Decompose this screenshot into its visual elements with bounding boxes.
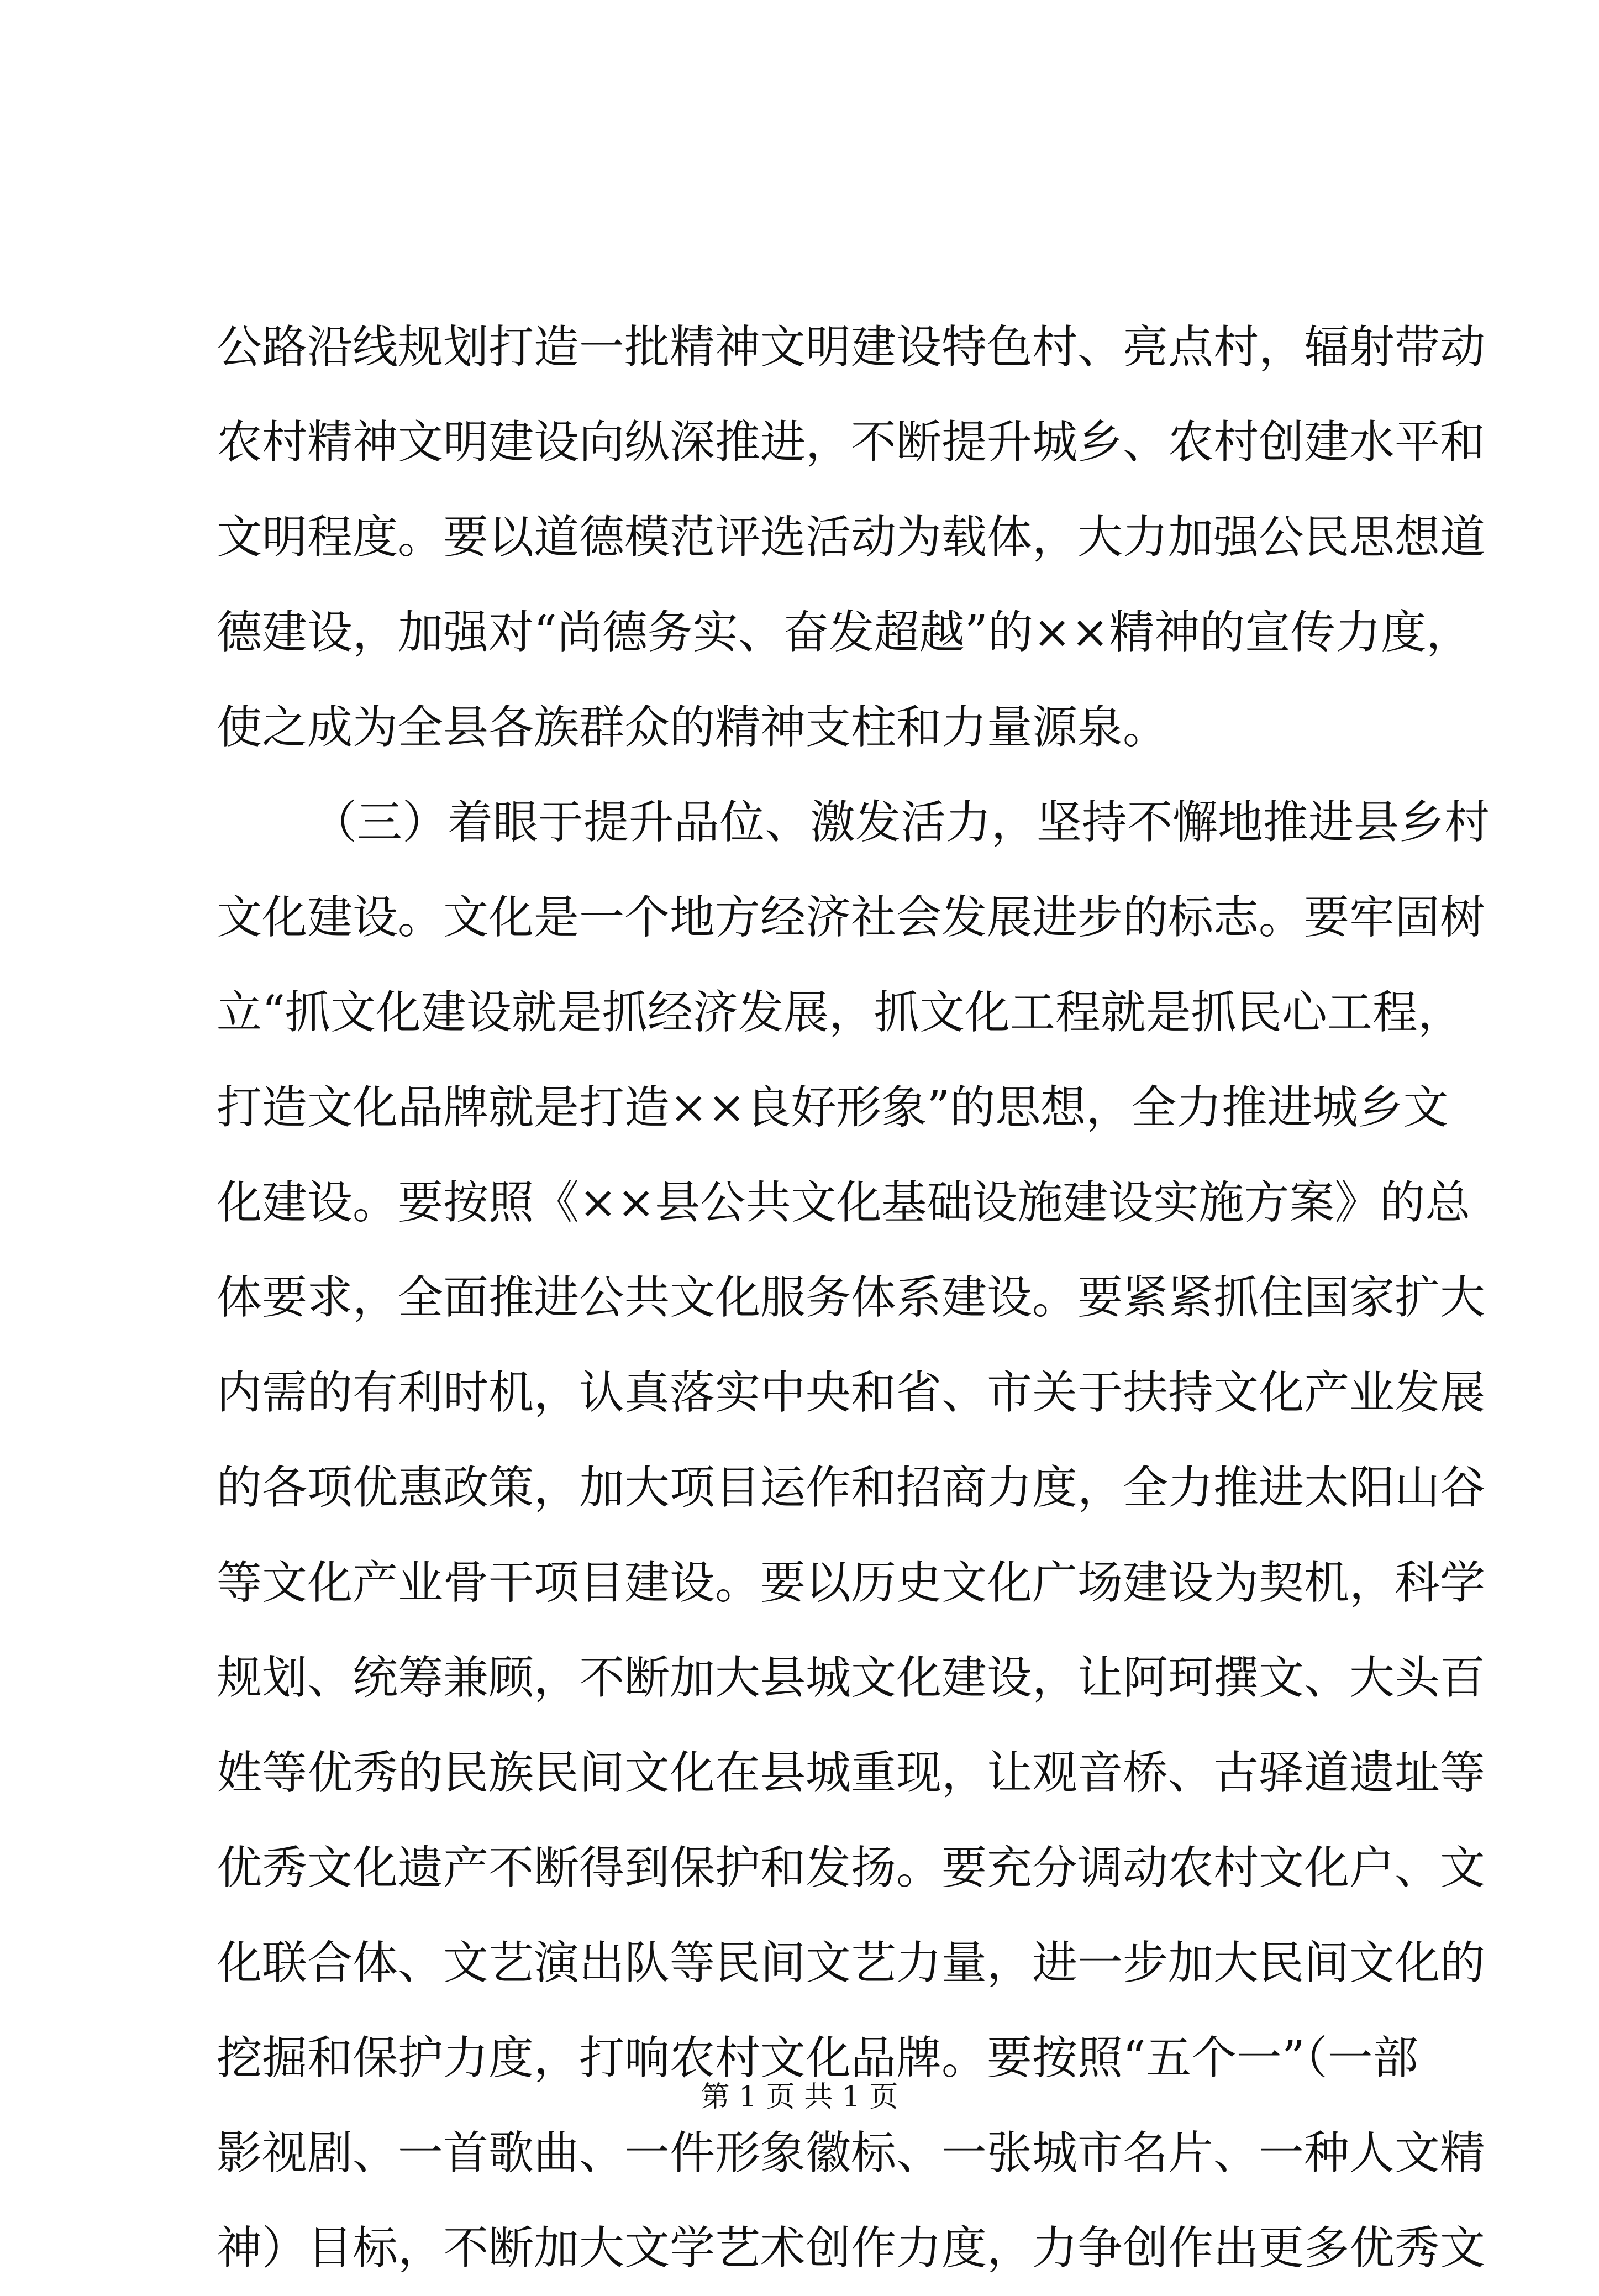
- text-line: 打造文化品牌就是打造××良好形象”的思想，全力推进城乡文: [217, 1081, 1449, 1134]
- text-line: 的各项优惠政策，加大项目运作和招商力度，全力推进太阳山谷: [217, 1462, 1486, 1514]
- text-line: 农村精神文明建设向纵深推进，不断提升城乡、农村创建水平和: [217, 416, 1486, 469]
- text-line: 立“抓文化建设就是抓经济发展，抓文化工程就是抓民心工程，: [217, 986, 1463, 1039]
- page-number-footer: 第 1 页 共 1 页: [701, 2080, 898, 2114]
- body-text: [217, 300, 1490, 2296]
- text-line: 化联合体、文艺演出队等民间文艺力量，进一步加大民间文化的: [217, 1937, 1486, 1989]
- text-line: 使之成为全县各族群众的精神支柱和力量源泉。: [217, 701, 1169, 754]
- text-line: 文明程度。要以道德模范评选活动为载体，大力加强公民思想道: [217, 511, 1486, 564]
- text-line: 文化建设。文化是一个地方经济社会发展进步的标志。要牢固树: [217, 891, 1486, 944]
- text-line: 影视剧、一首歌曲、一件形象徽标、一张城市名片、一种人文精: [217, 2127, 1486, 2179]
- section-heading-line: （三）着眼于提升品位、激发活力，坚持不懈地推进县乡村: [312, 796, 1490, 849]
- text-line: 姓等优秀的民族民间文化在县城重现，让观音桥、古驿道遗址等: [217, 1747, 1486, 1799]
- text-line: 内需的有利时机，认真落实中央和省、市关于扶持文化产业发展: [217, 1367, 1486, 1419]
- text-line: 挖掘和保护力度，打响农村文化品牌。要按照“五个一”（一部: [217, 2032, 1418, 2084]
- text-line: 等文化产业骨干项目建设。要以历史文化广场建设为契机，科学: [217, 1557, 1486, 1609]
- text-line: 德建设，加强对“尚德务实、奋发超越”的××精神的宣传力度，: [217, 606, 1472, 659]
- text-line: 优秀文化遗产不断得到保护和发扬。要充分调动农村文化户、文: [217, 1842, 1486, 1894]
- text-line: 规划、统筹兼顾，不断加大县城文化建设，让阿珂撰文、大头百: [217, 1652, 1486, 1704]
- text-line: 公路沿线规划打造一批精神文明建设特色村、亮点村，辐射带动: [217, 321, 1486, 374]
- text-line: 体要求，全面推进公共文化服务体系建设。要紧紧抓住国家扩大: [217, 1272, 1486, 1324]
- text-line: 神）目标，不断加大文学艺术创作力度，力争创作出更多优秀文: [217, 2222, 1486, 2274]
- text-line: 化建设。要按照《××县公共文化基础设施建设实施方案》的总: [217, 1176, 1471, 1229]
